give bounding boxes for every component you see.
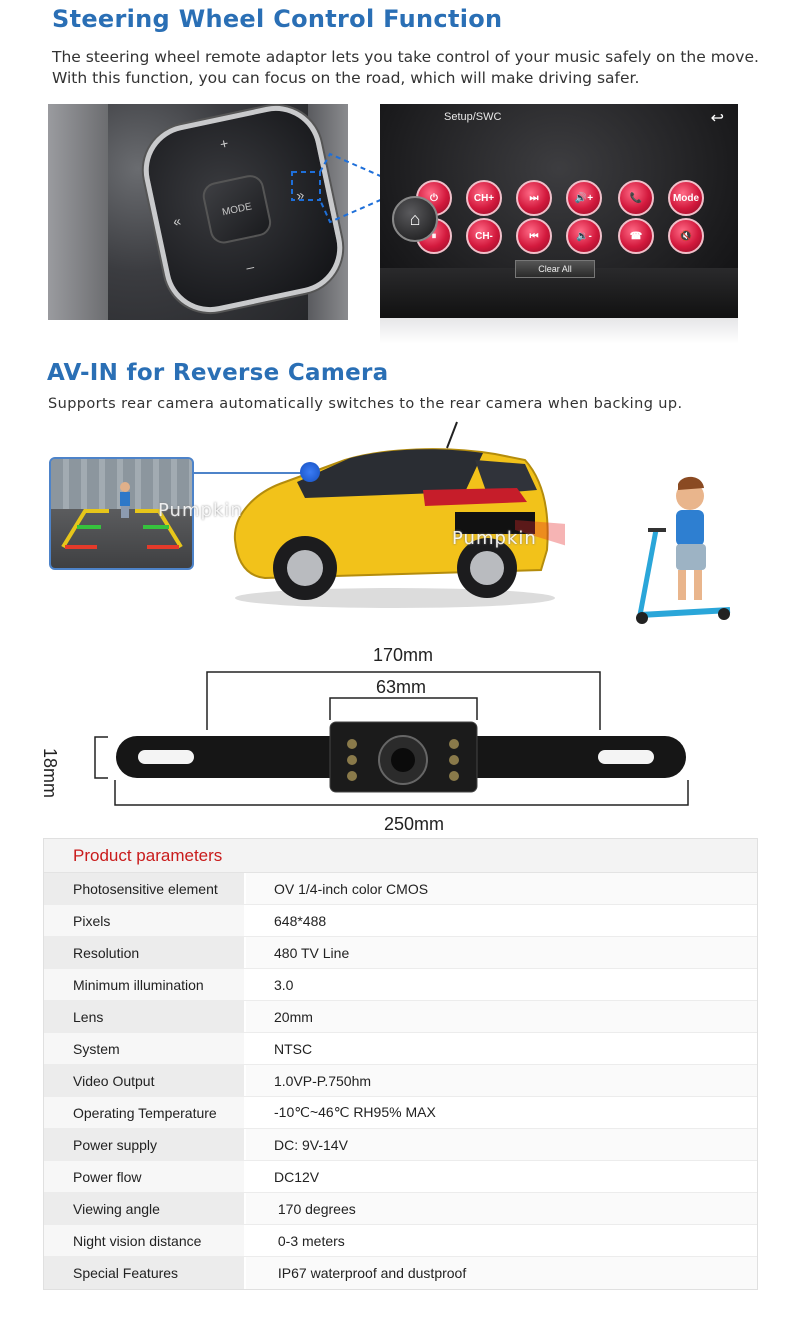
param-value: 1.0VP-P.750hm bbox=[246, 1065, 757, 1096]
swc-screen bbox=[380, 104, 738, 318]
param-key: Video Output bbox=[44, 1065, 246, 1096]
channel-down-button[interactable]: CH- bbox=[466, 218, 502, 254]
param-row bbox=[44, 1257, 757, 1289]
screen-reflection bbox=[380, 318, 738, 344]
mode-button[interactable]: Mode bbox=[668, 180, 704, 216]
back-arrow-icon[interactable]: ↩ bbox=[710, 110, 724, 127]
params-heading: Product parameters bbox=[73, 845, 223, 865]
dimension-camera-width: 63mm bbox=[376, 677, 427, 697]
params-heading-row bbox=[44, 839, 757, 873]
dimension-total-length: 250mm bbox=[384, 814, 445, 834]
channel-up-button[interactable]: CH+ bbox=[466, 180, 502, 216]
clear-all-button[interactable]: Clear All bbox=[515, 260, 595, 278]
av-in-section-title: AV-IN for Reverse Camera bbox=[47, 360, 389, 386]
param-row bbox=[44, 1097, 757, 1129]
brand-watermark-inset: Pumpkin bbox=[158, 500, 243, 521]
play-pause-button[interactable]: ⏸ bbox=[416, 218, 452, 254]
param-value: 3.0 bbox=[246, 969, 757, 1000]
param-value: -10℃~46℃ RH95% MAX bbox=[246, 1097, 757, 1128]
dimension-height: 18mm bbox=[40, 748, 60, 799]
param-key: Viewing angle bbox=[44, 1193, 246, 1224]
power-button[interactable]: ⏻ bbox=[416, 180, 452, 216]
product-parameters-table bbox=[43, 838, 758, 1290]
param-value: IP67 waterproof and dustproof bbox=[246, 1257, 757, 1289]
camera-location-marker bbox=[300, 462, 320, 482]
camera-dimension-diagram bbox=[60, 640, 700, 830]
param-row bbox=[44, 1161, 757, 1193]
param-value: 0-3 meters bbox=[246, 1225, 757, 1256]
param-row bbox=[44, 1001, 757, 1033]
param-key: Power flow bbox=[44, 1161, 246, 1192]
call-answer-button[interactable]: 📞 bbox=[618, 180, 654, 216]
mute-button[interactable]: 🔇 bbox=[668, 218, 704, 254]
wheel-leather-left bbox=[48, 104, 108, 320]
param-key: System bbox=[44, 1033, 246, 1064]
brand-watermark-car: Pumpkin bbox=[452, 528, 537, 549]
param-row bbox=[44, 937, 757, 969]
param-row bbox=[44, 1193, 757, 1225]
param-key: Lens bbox=[44, 1001, 246, 1032]
swc-description bbox=[52, 47, 759, 89]
swc-description-line1: The steering wheel remote adaptor lets you take control of your music safely on the move. bbox=[52, 48, 759, 66]
volume-up-button[interactable]: 🔊+ bbox=[566, 180, 602, 216]
param-key: Special Features bbox=[44, 1257, 246, 1289]
param-key: Operating Temperature bbox=[44, 1097, 246, 1128]
yellow-hatchback-car bbox=[225, 420, 565, 610]
param-row bbox=[44, 1065, 757, 1097]
param-key: Resolution bbox=[44, 937, 246, 968]
param-key: Minimum illumination bbox=[44, 969, 246, 1000]
param-key: Night vision distance bbox=[44, 1225, 246, 1256]
param-value: 648*488 bbox=[246, 905, 757, 936]
wheel-mode-button: MODE bbox=[200, 173, 274, 247]
param-value: 480 TV Line bbox=[246, 937, 757, 968]
chevron-left-icon: « bbox=[171, 212, 183, 230]
param-value: NTSC bbox=[246, 1033, 757, 1064]
home-icon[interactable]: ⌂ bbox=[392, 196, 438, 242]
param-value: DC: 9V-14V bbox=[246, 1129, 757, 1160]
chevron-right-icon: » bbox=[294, 186, 306, 204]
param-row bbox=[44, 1033, 757, 1065]
param-key: Photosensitive element bbox=[44, 873, 246, 904]
swc-section-title: Steering Wheel Control Function bbox=[52, 5, 503, 33]
call-hangup-button[interactable]: ☎ bbox=[618, 218, 654, 254]
param-key: Power supply bbox=[44, 1129, 246, 1160]
param-value: OV 1/4-inch color CMOS bbox=[246, 873, 757, 904]
param-row bbox=[44, 1129, 757, 1161]
param-row bbox=[44, 905, 757, 937]
swc-description-line2: With this function, you can focus on the road, which will make driving safer. bbox=[52, 69, 640, 87]
param-row bbox=[44, 969, 757, 1001]
dimension-mount-span: 170mm bbox=[373, 645, 434, 665]
param-value: 170 degrees bbox=[246, 1193, 757, 1224]
param-key: Pixels bbox=[44, 905, 246, 936]
param-row bbox=[44, 1225, 757, 1257]
param-value: DC12V bbox=[246, 1161, 757, 1192]
param-row bbox=[44, 873, 757, 905]
child-on-scooter bbox=[620, 470, 740, 630]
av-in-description: Supports rear camera automatically switches to the rear camera when backing up. bbox=[48, 396, 683, 412]
params-rows bbox=[44, 873, 757, 1289]
minus-icon: – bbox=[244, 258, 256, 276]
param-value: 20mm bbox=[246, 1001, 757, 1032]
plus-icon: + bbox=[218, 134, 230, 153]
next-track-button[interactable]: ⏭ bbox=[516, 180, 552, 216]
previous-track-button[interactable]: ⏮ bbox=[516, 218, 552, 254]
volume-down-button[interactable]: 🔉- bbox=[566, 218, 602, 254]
screen-header: Setup/SWC bbox=[444, 111, 502, 123]
